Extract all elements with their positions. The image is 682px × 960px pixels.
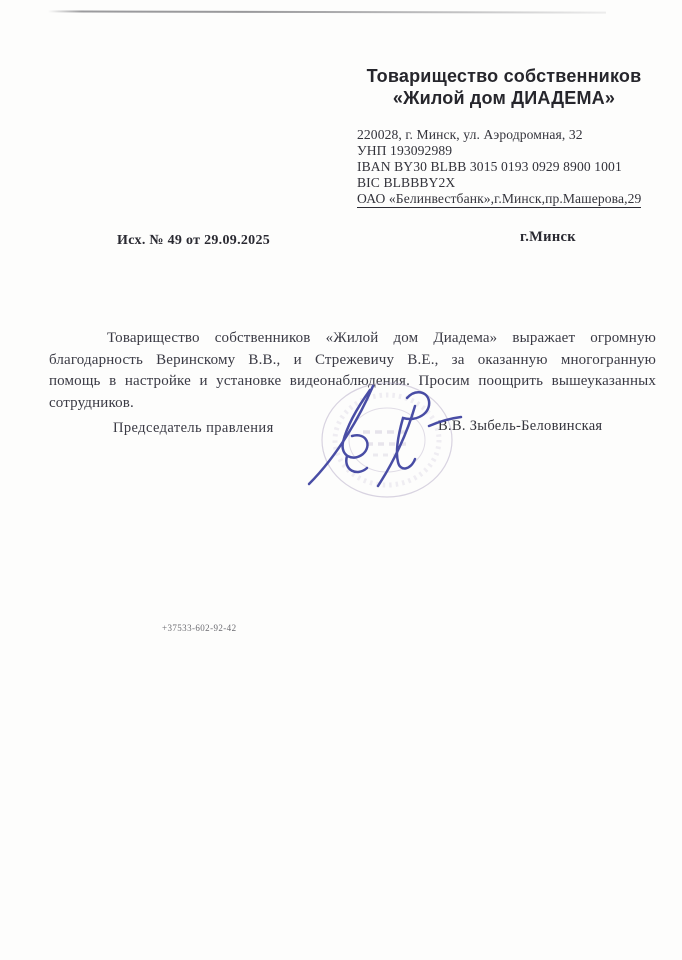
org-name-line1: Товарищество собственников	[366, 66, 642, 86]
address-line-bank: ОАО «Белинвестбанк»,г.Минск,пр.Машерова,29	[357, 191, 642, 207]
letterhead-address-block	[357, 127, 657, 207]
scan-artifact-line	[48, 10, 606, 13]
address-line-bic: BIC BLBBBY2X	[357, 175, 456, 191]
address-line: 220028, г. Минск, ул. Аэродромная, 32	[357, 127, 583, 142]
body-line: сотрудников.	[49, 394, 134, 411]
org-name-line2: «Жилой дом ДИАДЕМА»	[392, 87, 616, 108]
address-line-iban: IBAN BY30 BLBB 3015 0193 0929 8900 1001	[357, 159, 622, 175]
handwritten-signature	[293, 368, 473, 500]
signature-title: Председатель правления	[113, 420, 274, 436]
city-label: г.Минск	[520, 229, 576, 245]
outgoing-number: Исх. № 49 от 29.09.2025	[117, 233, 271, 248]
body-line: Товарищество собственников «Жилой дом Диадема» выражает огромную	[107, 330, 656, 346]
address-line-unp: УНП 193092989	[357, 143, 453, 159]
body-line: помощь в настройке и установке видеонаблюдения. Просим поощрить вышеуказанных	[49, 373, 656, 389]
body-line: благодарность Веринскому В.В., и Стрежевичу В.Е., за оказанную многогранную	[49, 351, 656, 368]
letterhead-org-name	[348, 66, 660, 109]
contact-phone: +37533-602-92-42	[162, 623, 237, 633]
signatory-name: В.В. Зыбель-Беловинская	[438, 418, 603, 434]
